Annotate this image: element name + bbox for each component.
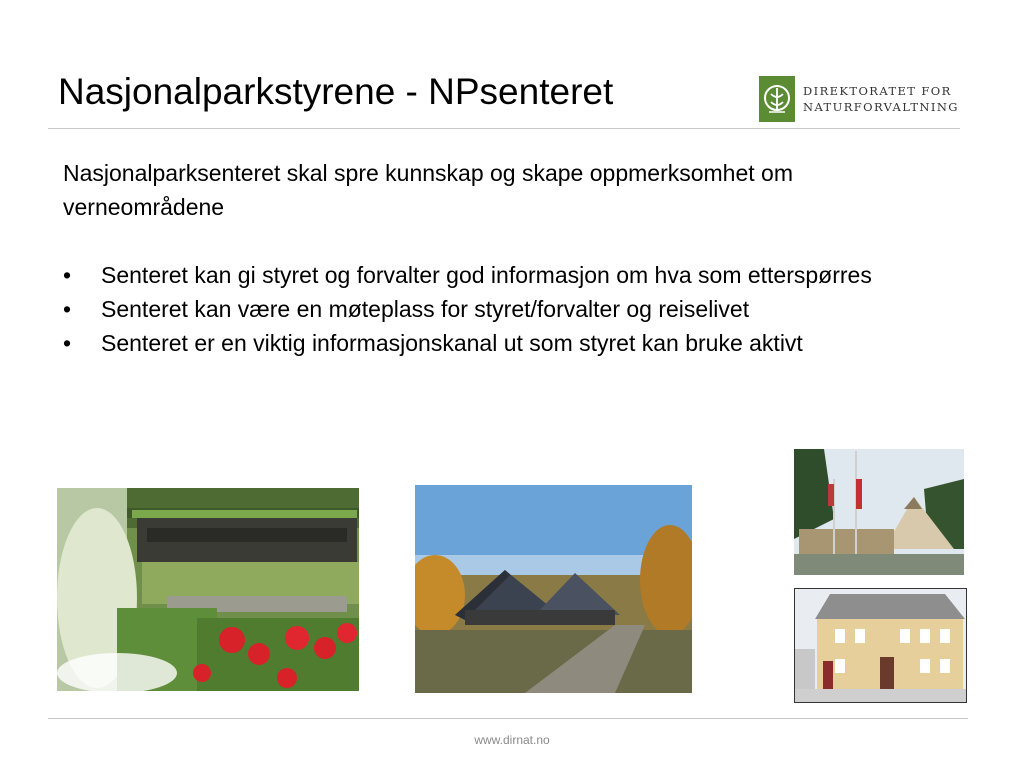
intro-paragraph: Nasjonalparksenteret skal spre kunnskap og skape oppmerksomhet om verneområdene	[63, 160, 793, 220]
photo-lavvo-building	[794, 449, 964, 575]
bullet-marker: •	[63, 330, 72, 356]
photo-lodge-with-flowers	[57, 488, 359, 691]
bullet-text: Senteret kan gi styret og forvalter god informasjon om hva som etterspørres	[101, 262, 872, 288]
bullet-item	[63, 292, 943, 326]
photo-visitor-center	[415, 485, 692, 693]
logo-line-2: NATURFORVALTNING	[803, 100, 959, 114]
bullet-marker: •	[63, 262, 72, 288]
bullet-text: Senteret er en viktig informasjonskanal ut som styret kan bruke aktivt	[101, 330, 803, 356]
bullet-marker: •	[63, 296, 72, 322]
logo-line-1: DIREKTORATET FOR	[803, 84, 952, 98]
bullet-item	[63, 258, 943, 292]
bullet-text: Senteret kan være en møteplass for styret/forvalter og reiselivet	[101, 296, 750, 322]
footer-divider	[48, 718, 968, 719]
slide-body	[63, 156, 943, 360]
slide-title: Nasjonalparkstyrene - NPsenteret	[58, 71, 614, 112]
bullet-item	[63, 326, 943, 360]
bullet-list	[63, 258, 943, 360]
dirnat-logo	[759, 76, 959, 122]
footer-url: www.dirnat.no	[474, 733, 550, 747]
title-divider	[48, 128, 960, 129]
dirnat-logo-icon	[759, 76, 795, 122]
photo-yellow-house	[794, 588, 967, 703]
